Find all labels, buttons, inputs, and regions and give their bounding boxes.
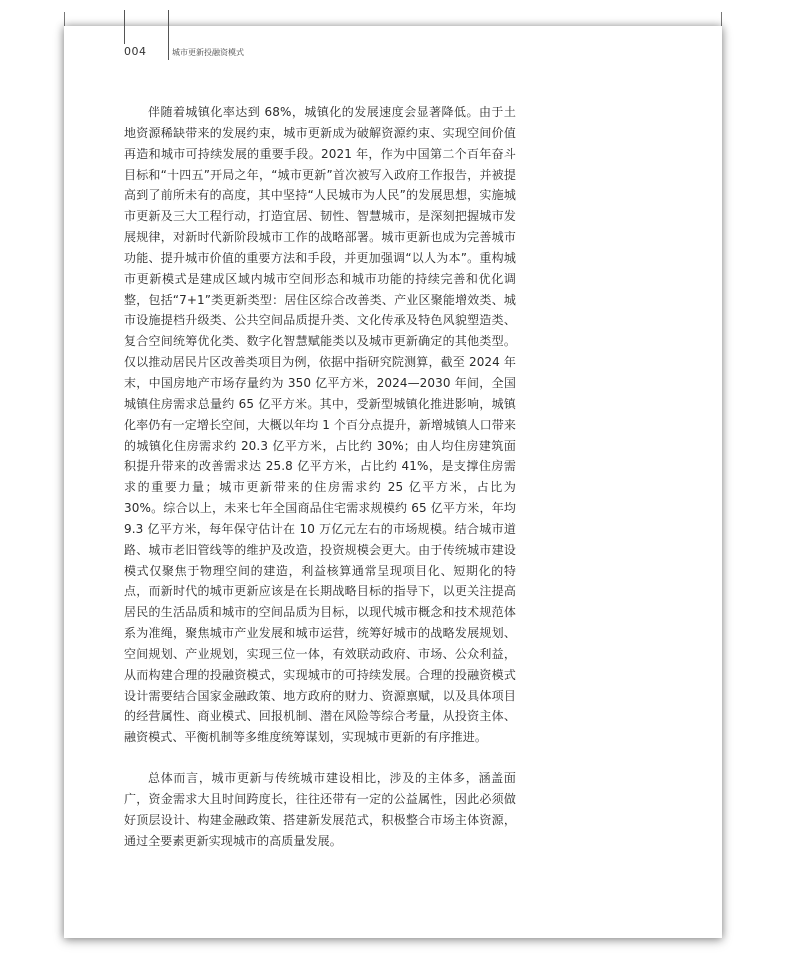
header-rule-divider: [168, 10, 169, 60]
paragraph-2: 总体而言，城市更新与传统城市建设相比，涉及的主体多，涵盖面广，资金需求大且时间跨度长，往往还带有一定的公益属性，因此必须做好顶层设计、构建金融政策、搭建新发展范式，积极整合市场主体资源，通过全要素更新实现城市的高质量发展。: [124, 771, 516, 848]
body-text: [124, 102, 516, 852]
page-number: 004: [124, 45, 147, 58]
running-head: 城市更新投融资模式: [172, 48, 244, 57]
paragraph-1: 伴随着城镇化率达到 68%，城镇化的发展速度会显著降低。由于土地资源稀缺带来的发展约束，城市更新成为破解资源约束、实现空间价值再造和城市可持续发展的重要手段。2021 年，作为中国第二个百年奋斗目标和“十四五”开局之年，“城市更新”首次被写入政府工作报告，并被提高到了前所未有的高度，其中坚持“人民城市为人民”的发展思想，实施城市更新及三大工程行动，打造宜居、韧性、智慧城市，是深刻把握城市发展规律，对新时代新阶段城市工作的战略部署。城市更新也成为完善城市功能、提升城市价值的重要方法和手段，并更加强调“以人为本”。重构城市更新模式是建成区域内城市空间形态和城市功能的持续完善和优化调整，包括“7+1”类更新类型：居住区综合改善类、产业区聚能增效类、城市设施提档升级类、公共空间品质提升类、文化传承及特色风貌塑造类、复合空间统筹优化类、数字化智慧赋能类以及城市更新确定的其他类型。仅以推动居民片区改善类项目为例，依据中指研究院测算，截至 2024 年末，中国房地产市场存量约为 350 亿平方米，2024—2030 年间，全国城镇住房需求总量约 65 亿平方米。其中，受新型城镇化推进影响，城镇化率仍有一定增长空间，大概以年均 1 个百分点提升，新增城镇人口带来的城镇化住房需求约 20.3 亿平方米，占比约 30%；由人均住房建筑面积提升带来的改善需求达 25.8 亿平方米，占比约 41%，是支撑住房需求的重要力量；城市更新带来的住房需求约 25 亿平方米，占比为 30%。综合以上，未来七年全国商品住宅需求规模约 65 亿平方米，年均 9.3 亿平方米，每年保守估计在 10 万亿元左右的市场规模。结合城市道路、城市老旧管线等的维护及改造，投资规模会更大。由于传统城市建设模式仅聚焦于物理空间的建造，利益核算通常呈现项目化、短期化的特点，而新时代的城市更新应该是在长期战略目标的指导下，以更关注提高居民的生活品质和城市的空间品质为目标，以现代城市概念和技术规范体系为准绳，聚焦城市产业发展和城市运营，统筹好城市的战略发展规划、空间规划、产业规划，实现三位一体，有效联动政府、市场、公众利益，从而构建合理的投融资模式，实现城市的可持续发展。合理的投融资模式设计需要结合国家金融政策、地方政府的财力、资源禀赋，以及具体项目的经营属性、商业模式、回报机制、潜在风险等综合考量，从投资主体、融资模式、平衡机制等多维度统筹谋划，实现城市更新的有序推进。: [124, 105, 516, 745]
header-rule-left: [124, 10, 125, 44]
